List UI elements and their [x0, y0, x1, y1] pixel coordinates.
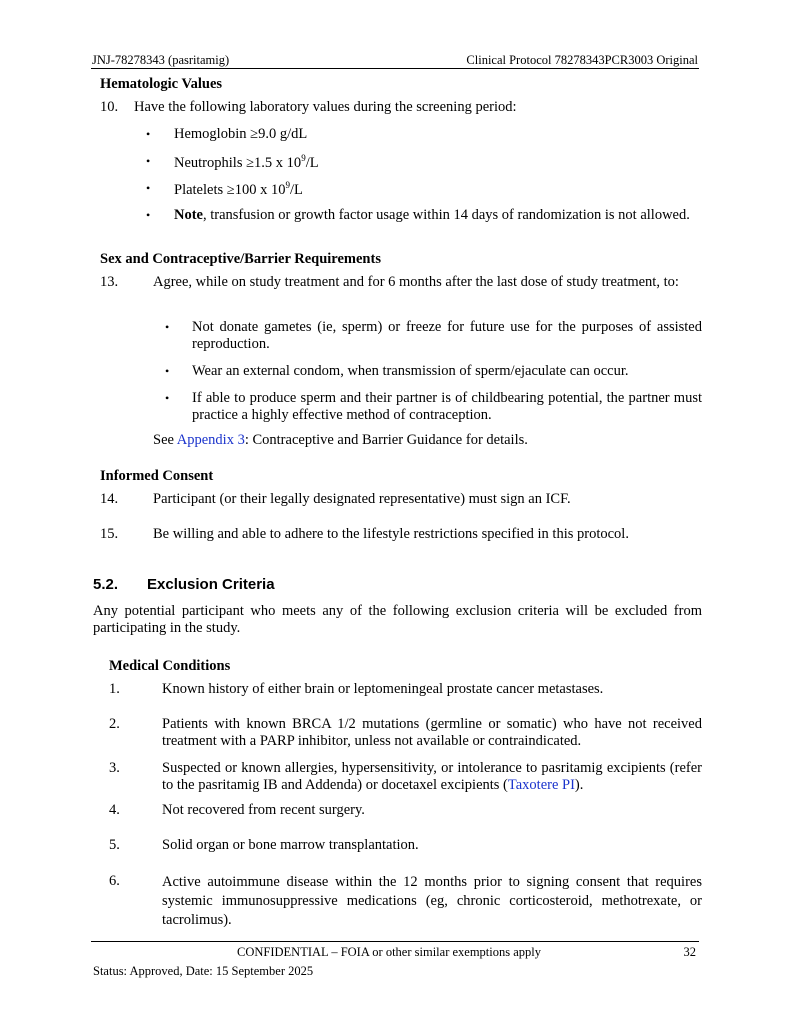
gamete-bullet: Not donate gametes (ie, sperm) or freeze for future use for the purposes of assisted reproduction.: [192, 319, 702, 352]
excl-3-after: ).: [574, 777, 584, 793]
page-number: 32: [683, 945, 696, 959]
excl-4-number: 4.: [109, 802, 120, 818]
bullet-icon: •: [146, 181, 151, 195]
item-15-text: Be willing and able to adhere to the lifestyle restrictions specified in this protocol.: [153, 526, 629, 542]
bullet-icon: •: [146, 127, 151, 141]
note-text: , transfusion or growth factor usage within 14 days of randomization is not allowed.: [203, 207, 690, 223]
criterion-text: Platelets ≥100 x 10: [174, 181, 286, 198]
footer-divider: [91, 941, 699, 942]
consent-heading: Informed Consent: [100, 468, 214, 484]
excl-3-number: 3.: [109, 760, 120, 776]
item-10-number: 10.: [100, 99, 119, 115]
excl-6-text: Active autoimmune disease within the 12 months prior to signing consent that requires systemic immunosuppressive medications (eg, chronic corticosteroid, methotrexate, or tacrolimus).: [162, 874, 702, 928]
excl-5-number: 5.: [109, 837, 120, 853]
excl-2-text: Patients with known BRCA 1/2 mutations (germline or somatic) who have not received treatment with a PARP inhibitor, unless not available or contraindicated.: [162, 716, 702, 749]
appendix-3-link[interactable]: Appendix 3: [176, 432, 245, 448]
partner-bullet: If able to produce sperm and their partner is of childbearing potential, the partner must practice a highly effective method of contraception.: [192, 390, 702, 423]
item-13-number: 13.: [100, 274, 119, 290]
medical-conditions-heading: Medical Conditions: [109, 658, 231, 674]
hemoglobin-criterion: [174, 126, 307, 143]
excl-1-number: 1.: [109, 681, 120, 697]
excl-3-text: [162, 760, 702, 794]
transfusion-note: [174, 207, 702, 224]
confidential-notice: CONFIDENTIAL – FOIA or other similar exemptions apply: [237, 945, 542, 959]
bullet-icon: •: [165, 391, 170, 405]
exclusion-intro: Any potential participant who meets any of the following exclusion criteria will be excluded from participating in the study.: [93, 603, 702, 636]
header-protocol: Clinical Protocol 78278343PCR3003 Original: [466, 53, 698, 67]
see-suffix: : Contraceptive and Barrier Guidance for details.: [244, 432, 528, 448]
bullet-icon: •: [146, 208, 151, 222]
excl-5-text: Solid organ or bone marrow transplantation.: [162, 837, 419, 853]
excl-2-number: 2.: [109, 716, 120, 732]
superscript: 9: [301, 153, 306, 163]
item-14-text: Participant (or their legally designated representative) must sign an ICF.: [153, 491, 571, 507]
see-prefix: See: [153, 432, 177, 448]
excl-3-body: Suspected or known allergies, hypersensitivity, or intolerance to pasritamig excipients (refer to the pasritamig IB and Addenda) or docetaxel excipients (: [162, 760, 702, 793]
item-15-number: 15.: [100, 526, 119, 542]
header-doc-id: JNJ-78278343 (pasritamig): [92, 53, 230, 67]
platelets-criterion: [174, 180, 303, 199]
header-divider: [91, 68, 699, 69]
excl-6-number: 6.: [109, 873, 120, 889]
contraceptive-heading: Sex and Contraceptive/Barrier Requirements: [100, 251, 381, 267]
neutrophils-criterion: [174, 153, 319, 172]
bullet-icon: •: [165, 320, 170, 334]
note-label: Note: [174, 207, 203, 223]
criterion-text: Neutrophils ≥1.5 x 10: [174, 154, 302, 171]
bullet-icon: •: [165, 364, 170, 378]
excl-4-text: Not recovered from recent surgery.: [162, 802, 365, 818]
taxotere-pi-link[interactable]: Taxotere PI: [507, 777, 575, 793]
item-10-text: Have the following laboratory values during the screening period:: [134, 99, 517, 115]
section-title: Exclusion Criteria: [147, 576, 275, 593]
section-number: 5.2.: [93, 576, 119, 593]
excl-1-text: Known history of either brain or leptomeningeal prostate cancer metastases.: [162, 681, 604, 697]
criterion-text: Hemoglobin ≥9.0 g/dL: [174, 126, 308, 142]
hematologic-heading: Hematologic Values: [100, 76, 223, 92]
bullet-icon: •: [146, 154, 151, 168]
condom-bullet: Wear an external condom, when transmission of sperm/ejaculate can occur.: [192, 363, 629, 379]
criterion-unit: /L: [289, 181, 303, 198]
superscript: 9: [285, 180, 290, 190]
item-14-number: 14.: [100, 491, 119, 507]
criterion-unit: /L: [305, 154, 319, 171]
approval-status: Status: Approved, Date: 15 September 2025: [93, 964, 314, 978]
item-13-text: Agree, while on study treatment and for 6 months after the last dose of study treatment, to:: [153, 274, 679, 290]
see-appendix-line: [153, 432, 528, 449]
